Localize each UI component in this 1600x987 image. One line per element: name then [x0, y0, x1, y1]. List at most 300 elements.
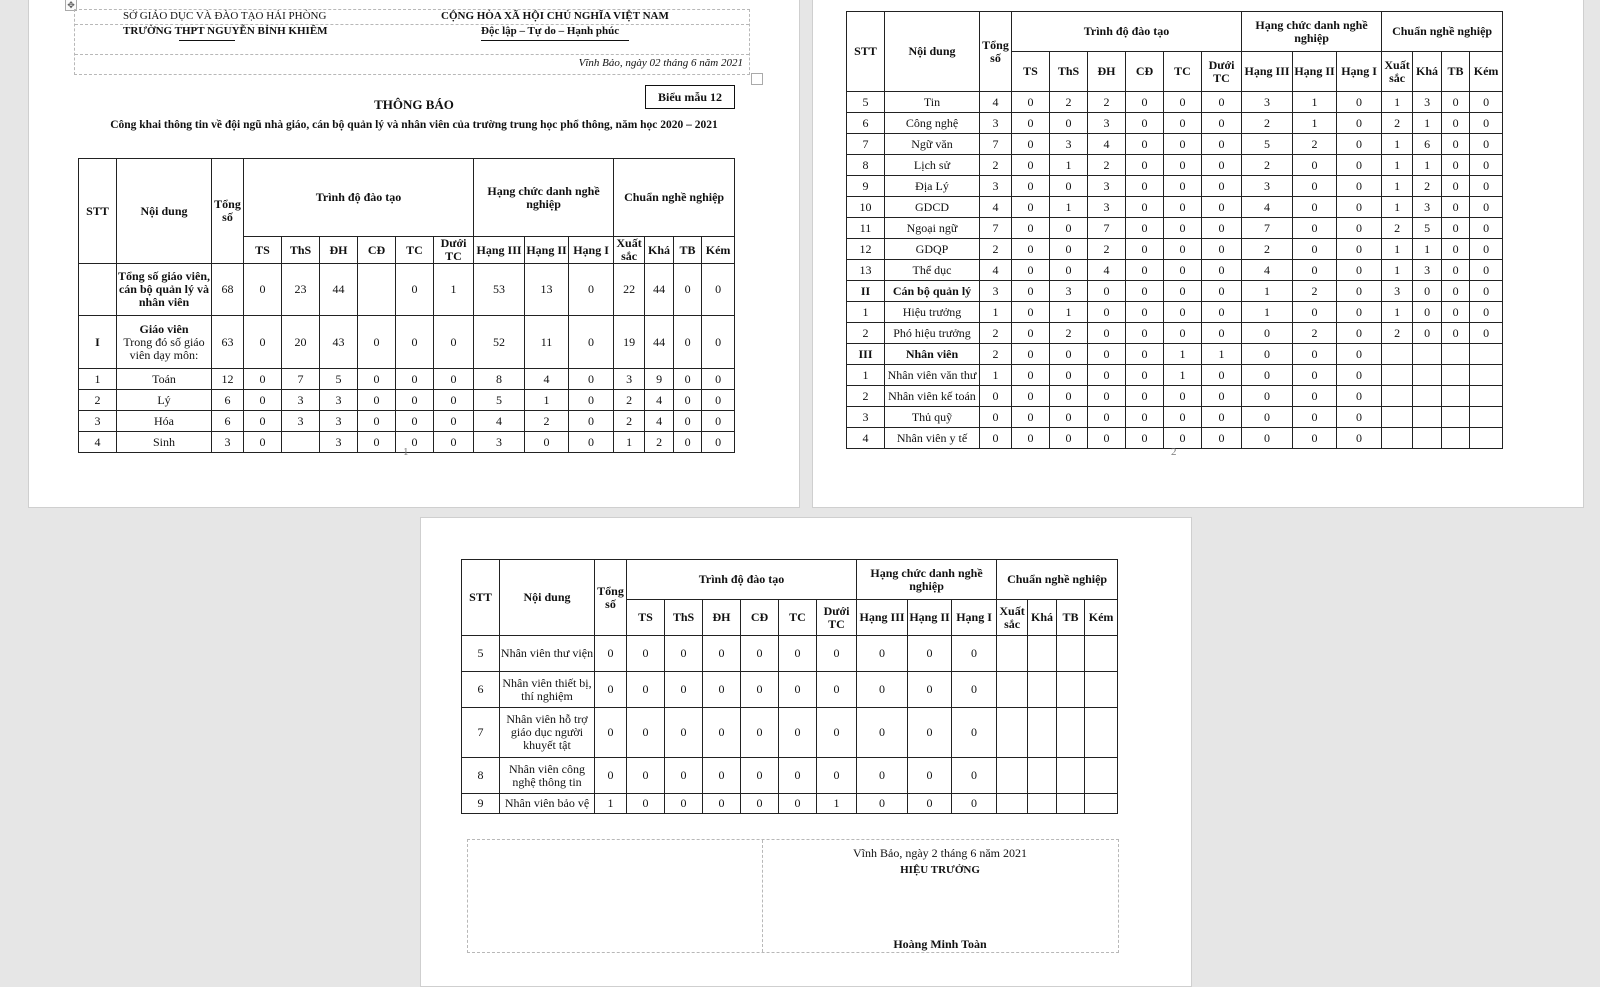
column-header-sub: Kém [1085, 600, 1118, 636]
cell-value: 0 [817, 636, 857, 672]
cell-value: 0 [1088, 344, 1126, 365]
cell-value: 0 [1126, 365, 1164, 386]
cell-value: 19 [614, 316, 645, 369]
cell-value: 0 [1242, 344, 1293, 365]
row-stt: 1 [847, 302, 885, 323]
cell-value: 0 [952, 758, 997, 794]
cell-value: 0 [857, 758, 908, 794]
cell-value: 0 [434, 316, 474, 369]
cell-value: 0 [1164, 218, 1202, 239]
cell-value: 44 [645, 316, 674, 369]
cell-value: 3 [1050, 281, 1088, 302]
cell-value: 3 [1050, 134, 1088, 155]
table-row [847, 134, 1503, 155]
row-label-text: Tổng số giáo viên, cán bộ quản lý và nhân viên [117, 269, 210, 309]
cell-value: 2 [614, 411, 645, 432]
document-page-1 [28, 0, 800, 508]
cell-value: 0 [1242, 428, 1293, 449]
column-header-sub: CĐ [358, 237, 396, 264]
row-stt: 6 [847, 113, 885, 134]
cell-value: 0 [1293, 344, 1337, 365]
cell-value: 0 [1126, 260, 1164, 281]
cell-value: 22 [614, 264, 645, 316]
column-header-sub: TC [779, 600, 817, 636]
cell-value: 1 [1242, 281, 1293, 302]
cell-value: 3 [1088, 197, 1126, 218]
cell-value: 0 [569, 390, 614, 411]
cell-value: 0 [1126, 407, 1164, 428]
page-number: 2 [1171, 446, 1177, 458]
cell-value: 23 [282, 264, 320, 316]
cell-value: 0 [1470, 281, 1503, 302]
cell-value [1442, 386, 1470, 407]
row-label-text: Phó hiệu trưởng [893, 325, 971, 340]
row-label [885, 218, 980, 239]
cell-value: 0 [1164, 281, 1202, 302]
cell-value: 0 [1088, 323, 1126, 344]
row-stt: 4 [847, 428, 885, 449]
cell-value: 0 [1293, 407, 1337, 428]
cell-value: 0 [1202, 155, 1242, 176]
column-header-sub: TC [396, 237, 434, 264]
cell-value: 0 [1337, 92, 1382, 113]
cell-value [1442, 344, 1470, 365]
signature-date: Vĩnh Bảo, ngày 2 tháng 6 năm 2021 [853, 846, 1027, 860]
cell-value [1382, 386, 1413, 407]
cell-value: 2 [1088, 155, 1126, 176]
cell-value: 4 [474, 411, 525, 432]
cell-value: 0 [741, 708, 779, 758]
cell-value: 0 [1202, 197, 1242, 218]
cell-value [1442, 428, 1470, 449]
cell-value: 7 [1242, 218, 1293, 239]
cell-value: 1 [434, 264, 474, 316]
staff-table-part-2 [846, 11, 1503, 449]
cell-value: 0 [1442, 197, 1470, 218]
column-header-tong-so: Tổng số [980, 12, 1012, 92]
column-header-sub: ĐH [1088, 52, 1126, 92]
motto: Độc lập – Tự do – Hạnh phúc [481, 25, 620, 37]
cell-value: 3 [1413, 92, 1442, 113]
cell-value: 1 [980, 302, 1012, 323]
cell-value: 0 [702, 411, 735, 432]
cell-value: 0 [1442, 260, 1470, 281]
cell-value: 0 [1088, 365, 1126, 386]
cell-value: 0 [1126, 239, 1164, 260]
cell-value: 0 [857, 794, 908, 814]
cell-value: 0 [1012, 155, 1050, 176]
cell-value: 0 [1012, 302, 1050, 323]
cell-value: 0 [396, 316, 434, 369]
cell-value: 0 [1012, 407, 1050, 428]
table-row [79, 316, 735, 369]
row-label-text: Nhân viên thư viện [500, 646, 594, 660]
row-label-text: Cán bộ quản lý [892, 283, 972, 298]
cell-value: 0 [434, 411, 474, 432]
cell-value: 0 [779, 758, 817, 794]
cell-value: 0 [569, 432, 614, 453]
cell-value: 0 [703, 758, 741, 794]
cell-value: 1 [1413, 155, 1442, 176]
staff-table-part-3 [461, 559, 1118, 814]
column-header-sub: Kém [702, 237, 735, 264]
row-stt: 1 [847, 365, 885, 386]
cell-value: 0 [1202, 386, 1242, 407]
cell-value: 0 [1470, 323, 1503, 344]
cell-value [1413, 386, 1442, 407]
row-label [885, 302, 980, 323]
table-row [847, 302, 1503, 323]
cell-value: 7 [980, 134, 1012, 155]
row-label-text: Tin [923, 94, 941, 109]
cell-value: 0 [1202, 260, 1242, 281]
cell-value: 3 [980, 281, 1012, 302]
row-label [885, 134, 980, 155]
cell-value: 0 [595, 758, 627, 794]
cell-value: 4 [525, 369, 569, 390]
cell-value: 1 [1164, 365, 1202, 386]
cell-value: 0 [1470, 134, 1503, 155]
cell-value: 0 [244, 411, 282, 432]
column-header-sub: Kém [1470, 52, 1503, 92]
column-header-sub: TS [627, 600, 665, 636]
table-row [847, 113, 1503, 134]
cell-value: 0 [244, 369, 282, 390]
cell-value: 2 [525, 411, 569, 432]
row-label-text: Thể dục [912, 262, 952, 277]
form-label: Biểu mẫu 12 [645, 85, 735, 109]
cell-value: 0 [1164, 302, 1202, 323]
row-label [885, 344, 980, 365]
cell-value: 8 [474, 369, 525, 390]
cell-value: 0 [779, 708, 817, 758]
cell-value: 0 [702, 432, 735, 453]
cell-value: 1 [595, 794, 627, 814]
cell-value: 2 [1293, 134, 1337, 155]
cell-value: 0 [1202, 323, 1242, 344]
row-label [885, 113, 980, 134]
table-row [462, 636, 1118, 672]
cell-value [997, 758, 1028, 794]
cell-value: 0 [908, 672, 952, 708]
cell-value: 0 [1050, 428, 1088, 449]
cell-value: 1 [1382, 302, 1413, 323]
row-label-text: Nhân viên y tế [896, 430, 968, 445]
column-header-sub: ĐH [703, 600, 741, 636]
cell-value: 0 [1126, 92, 1164, 113]
cell-value [1057, 636, 1085, 672]
column-group-trinh-do: Trình độ đào tạo [244, 159, 474, 237]
table-row [847, 323, 1503, 344]
cell-value [282, 432, 320, 453]
signature-role: HIỆU TRƯỞNG [900, 864, 980, 876]
cell-value: 0 [434, 369, 474, 390]
cell-value: 2 [614, 390, 645, 411]
cell-value: 0 [980, 428, 1012, 449]
cell-value: 3 [1382, 281, 1413, 302]
table-resize-handle[interactable] [751, 73, 763, 85]
cell-value: 0 [1126, 323, 1164, 344]
row-stt: 3 [79, 411, 117, 432]
cell-value: 0 [1050, 386, 1088, 407]
table-move-handle-icon[interactable]: ✥ [65, 0, 77, 11]
cell-value: 0 [1470, 155, 1503, 176]
cell-value [1470, 365, 1503, 386]
column-header-sub: ThS [665, 600, 703, 636]
column-header-sub: TB [1442, 52, 1470, 92]
cell-value: 0 [952, 636, 997, 672]
cell-value: 0 [665, 708, 703, 758]
cell-value [1057, 758, 1085, 794]
cell-value: 43 [320, 316, 358, 369]
row-stt: 2 [79, 390, 117, 411]
cell-value: 1 [614, 432, 645, 453]
column-header-noi-dung: Nội dung [117, 159, 212, 264]
cell-value: 6 [1413, 134, 1442, 155]
cell-value: 13 [525, 264, 569, 316]
row-label [885, 155, 980, 176]
cell-value: 1 [1382, 92, 1413, 113]
row-stt: 9 [462, 794, 500, 814]
cell-value: 2 [1050, 92, 1088, 113]
cell-value: 0 [1050, 344, 1088, 365]
column-header-stt: STT [79, 159, 117, 264]
column-group-chuan-nghe-nghiep: Chuẩn nghề nghiệp [1382, 12, 1503, 52]
cell-value: 0 [595, 636, 627, 672]
cell-value: 0 [1202, 92, 1242, 113]
row-label-text: Thủ quỹ [911, 409, 953, 424]
cell-value: 0 [1126, 344, 1164, 365]
cell-value: 0 [627, 794, 665, 814]
cell-value: 0 [908, 636, 952, 672]
row-label-text: Ngoại ngữ [906, 220, 958, 235]
signature-name: Hoàng Minh Toàn [893, 937, 987, 951]
cell-value: 7 [980, 218, 1012, 239]
cell-value: 0 [1202, 407, 1242, 428]
column-header-sub: ThS [282, 237, 320, 264]
cell-value: 0 [1293, 302, 1337, 323]
row-stt: I [79, 316, 117, 369]
row-stt: 4 [79, 432, 117, 453]
cell-value: 0 [358, 369, 396, 390]
cell-value: 3 [980, 113, 1012, 134]
cell-value: 0 [1470, 218, 1503, 239]
country-name: CỘNG HÒA XÃ HỘI CHỦ NGHĨA VIỆT NAM [441, 10, 669, 22]
cell-value: 0 [1202, 176, 1242, 197]
cell-value: 0 [703, 636, 741, 672]
cell-value [1413, 344, 1442, 365]
cell-value: 2 [1382, 113, 1413, 134]
cell-value: 0 [702, 390, 735, 411]
row-label-text: Hiệu trưởng [902, 304, 962, 319]
table-row [847, 365, 1503, 386]
column-header-sub: Khá [1413, 52, 1442, 92]
cell-value: 0 [1202, 302, 1242, 323]
column-header-sub: Dưới TC [434, 237, 474, 264]
cell-value: 0 [674, 264, 702, 316]
cell-value: 0 [1413, 302, 1442, 323]
cell-value: 1 [980, 365, 1012, 386]
cell-value: 0 [1442, 176, 1470, 197]
cell-value: 0 [1442, 281, 1470, 302]
column-header-sub: Hạng I [1337, 52, 1382, 92]
cell-value: 0 [1202, 365, 1242, 386]
column-header-noi-dung: Nội dung [500, 560, 595, 636]
cell-value: 0 [396, 411, 434, 432]
table-row [847, 239, 1503, 260]
cell-value: 1 [1382, 134, 1413, 155]
underline [179, 40, 235, 41]
column-header-stt: STT [847, 12, 885, 92]
cell-value: 0 [1293, 260, 1337, 281]
cell-value: 0 [1337, 386, 1382, 407]
cell-value: 20 [282, 316, 320, 369]
table-row [847, 386, 1503, 407]
cell-value: 0 [1202, 218, 1242, 239]
cell-value: 0 [1126, 134, 1164, 155]
cell-value: 0 [1126, 155, 1164, 176]
cell-value: 0 [1337, 239, 1382, 260]
table-row [847, 407, 1503, 428]
cell-value: 0 [525, 432, 569, 453]
row-label [885, 407, 980, 428]
cell-value: 3 [474, 432, 525, 453]
cell-value: 0 [1413, 323, 1442, 344]
cell-value: 0 [779, 672, 817, 708]
cell-value: 0 [1088, 302, 1126, 323]
cell-value: 0 [1088, 407, 1126, 428]
row-label [500, 672, 595, 708]
cell-value: 4 [980, 197, 1012, 218]
document-subtitle: Công khai thông tin về đội ngũ nhà giáo, cán bộ quản lý và nhân viên của trường trung học phổ thông, năm học 2020 – 2021 [110, 119, 718, 131]
column-header-tong-so: Tổng số [212, 159, 244, 264]
cell-value: 3 [282, 411, 320, 432]
column-header-sub: Hạng II [908, 600, 952, 636]
cell-value: 0 [1442, 239, 1470, 260]
cell-value: 3 [1242, 92, 1293, 113]
cell-value: 0 [1012, 239, 1050, 260]
cell-value: 6 [212, 411, 244, 432]
cell-value: 4 [645, 390, 674, 411]
cell-value: 0 [396, 390, 434, 411]
cell-value: 0 [665, 636, 703, 672]
cell-value: 0 [1470, 302, 1503, 323]
cell-value: 0 [627, 708, 665, 758]
row-label-text: Ngữ văn [911, 136, 953, 151]
cell-value: 3 [320, 390, 358, 411]
cell-value: 0 [702, 264, 735, 316]
cell-value: 0 [1126, 302, 1164, 323]
row-label-text: Toán [152, 371, 176, 386]
cell-value: 0 [1164, 323, 1202, 344]
cell-value: 1 [525, 390, 569, 411]
cell-value [1057, 708, 1085, 758]
row-stt: 5 [462, 636, 500, 672]
row-label [885, 92, 980, 113]
row-label [117, 316, 212, 369]
cell-value: 0 [396, 264, 434, 316]
cell-value: 0 [980, 407, 1012, 428]
cell-value [1085, 708, 1118, 758]
cell-value: 2 [1382, 218, 1413, 239]
cell-value: 3 [614, 369, 645, 390]
row-stt: 12 [847, 239, 885, 260]
cell-value: 0 [741, 794, 779, 814]
document-page-3 [420, 517, 1192, 987]
row-label-text: Nhân viên kế toán [888, 388, 976, 403]
cell-value [1085, 794, 1118, 814]
table-row [462, 708, 1118, 758]
cell-value: 0 [434, 432, 474, 453]
row-stt: 8 [847, 155, 885, 176]
cell-value: 0 [1088, 281, 1126, 302]
cell-value [1470, 344, 1503, 365]
cell-value [1028, 794, 1057, 814]
cell-value: 1 [1382, 239, 1413, 260]
cell-value: 0 [1164, 113, 1202, 134]
cell-value: 52 [474, 316, 525, 369]
cell-value: 3 [1413, 197, 1442, 218]
cell-value [1057, 794, 1085, 814]
cell-value: 0 [817, 708, 857, 758]
table-row [462, 758, 1118, 794]
cell-value: 0 [396, 432, 434, 453]
cell-value: 1 [1382, 155, 1413, 176]
column-header-sub: Khá [645, 237, 674, 264]
cell-value: 0 [358, 432, 396, 453]
cell-value: 5 [474, 390, 525, 411]
cell-value [1470, 386, 1503, 407]
column-header-sub: Xuất sắc [1382, 52, 1413, 92]
cell-value: 1 [1050, 155, 1088, 176]
cell-value: 1 [1382, 260, 1413, 281]
cell-value: 0 [952, 672, 997, 708]
row-label [500, 758, 595, 794]
cell-value: 0 [1442, 134, 1470, 155]
cell-value: 63 [212, 316, 244, 369]
cell-value: 0 [980, 386, 1012, 407]
cell-value: 0 [1126, 176, 1164, 197]
column-header-sub: TB [1057, 600, 1085, 636]
cell-value: 0 [1164, 239, 1202, 260]
row-stt: 1 [79, 369, 117, 390]
cell-value: 0 [674, 390, 702, 411]
cell-value: 1 [1293, 92, 1337, 113]
cell-value: 0 [674, 432, 702, 453]
cell-value: 1 [1382, 176, 1413, 197]
row-label-text: Địa Lý [915, 178, 949, 193]
cell-value [1382, 407, 1413, 428]
cell-value: 0 [1164, 386, 1202, 407]
cell-value: 0 [703, 708, 741, 758]
cell-value: 0 [627, 672, 665, 708]
cell-value: 0 [396, 369, 434, 390]
cell-value: 3 [282, 390, 320, 411]
cell-value: 0 [569, 264, 614, 316]
column-header-sub: TS [244, 237, 282, 264]
table-row [847, 218, 1503, 239]
cell-value: 0 [702, 369, 735, 390]
cell-value: 0 [1088, 428, 1126, 449]
cell-value: 0 [1012, 134, 1050, 155]
column-header-sub: Hạng I [569, 237, 614, 264]
table-row [79, 264, 735, 316]
row-label [117, 369, 212, 390]
cell-value: 2 [1088, 92, 1126, 113]
cell-value: 0 [1442, 113, 1470, 134]
cell-value: 0 [1126, 386, 1164, 407]
cell-value: 0 [1164, 428, 1202, 449]
